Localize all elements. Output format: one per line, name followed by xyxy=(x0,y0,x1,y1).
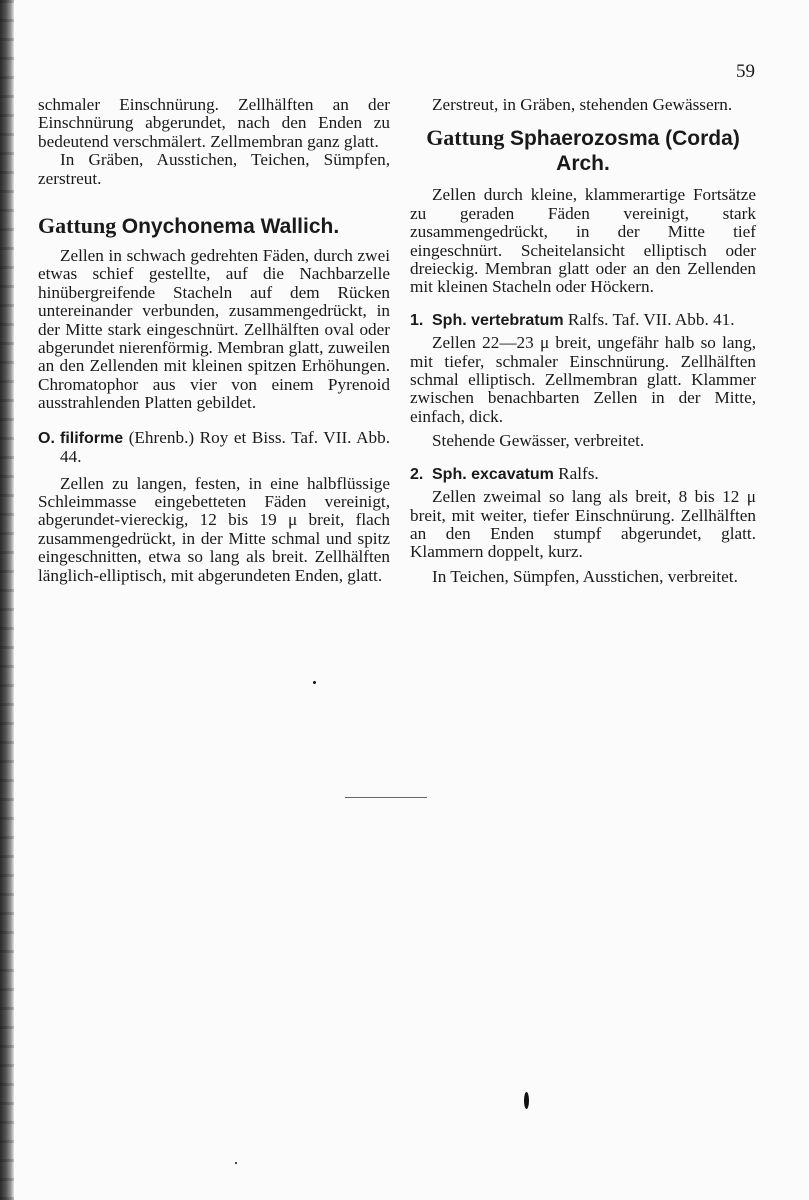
species-entry-vertebratum xyxy=(410,311,756,330)
left-paragraph-1: schmaler Einschnürung. Zellhälften an der Einschnürung abgerundet, nach den Enden zu bedeutend verschmälert. Zellmembran ganz glatt. xyxy=(38,95,390,151)
left-paragraph-4: Zellen zu langen, festen, in eine halbflüssige Schleimmasse eingebetteten Fäden vereinigt, abgerundet-viereckig, 12 bis 19 μ breit, flach zusammengedrückt, in der Mitte schmal und spitz eingeschnitten, etwa so lang als breit. Zellhälften länglich-elliptisch, mit abgerundeten Enden, glatt. xyxy=(38,473,390,585)
neighbour-page-marks xyxy=(0,0,14,1200)
right-paragraph-3: Zellen 22—23 μ breit, ungefähr halb so lang, mit tiefer, schmaler Einschnürung. Zellhälften schmal elliptisch. Zellmembran glatt. Klammer zwischen benachbarten Zellen in der Mitte, einfach, dick. xyxy=(410,333,756,426)
right-paragraph-5: Zellen zweimal so lang als breit, 8 bis 12 μ breit, mit weiter, tiefer Einschnürung. Zellhälften an den Enden stumpf abgerundet, glatt. Klammern doppelt, kurz. xyxy=(410,487,756,562)
ink-speck xyxy=(313,681,316,684)
right-paragraph-4: Stehende Gewässer, verbreitet. xyxy=(432,431,645,451)
left-paragraph-2: In Gräben, Ausstichen, Teichen, Sümpfen, zerstreut. xyxy=(38,150,390,188)
page-end-rule xyxy=(345,797,427,798)
page-number: 59 xyxy=(736,61,755,82)
right-paragraph-6: In Teichen, Sümpfen, Ausstichen, verbreitet. xyxy=(432,566,738,586)
species-authority: Ralfs. xyxy=(553,463,599,483)
genus-heading-onychonema xyxy=(38,214,390,239)
ink-speck xyxy=(524,1092,529,1109)
left-paragraph-3: Zellen in schwach gedrehten Fäden, durch zwei etwas schief gestellte, auf die Nachbarzelle hinübergreifende Stacheln auf dem Rücken untereinander verbunden, zusammengedrückt, in der Mitte stark eingeschnürt. Zellhälften oval oder abgerundet nierenförmig. Membran glatt, zuweilen an den Zellenden mit kleinen spitzen Erhöhungen. Chromatophor aus vier von einem Pyrenoid ausstrahlenden Platten gebildet. xyxy=(38,246,390,413)
right-paragraph-2: Zellen durch kleine, klammerartige Fortsätze zu geraden Fäden vereinigt, stark zusammengedrückt, in der Mitte tief eingeschnürt. Scheitelansicht elliptisch oder dreieckig. Membran glatt oder an den Zellenden mit kleinen Stacheln oder Höckern. xyxy=(410,185,756,297)
genus-heading-name: Onychonema Wallich. xyxy=(121,215,340,239)
genus-heading-prefix: Gattung xyxy=(38,213,117,239)
genus-heading-name: Sphaerozosma (Corda) Arch. xyxy=(509,127,740,176)
species-name: filiforme xyxy=(60,429,124,447)
genus-heading-sphaerozosma xyxy=(410,126,756,176)
species-authority: (Ehrenb.) Roy et Biss. Taf. VII. Abb. 44. xyxy=(60,427,390,467)
left-column xyxy=(38,96,390,585)
right-paragraph-1: Zerstreut, in Gräben, stehenden Gewässern. xyxy=(432,95,733,114)
species-entry-excavatum xyxy=(410,465,756,484)
species-name: Sph. vertebratum xyxy=(432,311,564,329)
species-authority: Ralfs. Taf. VII. Abb. 41. xyxy=(563,309,735,329)
ink-speck xyxy=(235,1162,237,1164)
species-number: 1. xyxy=(410,311,424,329)
species-number: 2. xyxy=(410,465,424,483)
genus-heading-prefix: Gattung xyxy=(426,125,505,151)
right-column xyxy=(410,96,756,586)
species-entry-filiforme xyxy=(38,429,390,467)
species-number: O. xyxy=(38,429,55,447)
species-name: Sph. excavatum xyxy=(432,465,554,483)
